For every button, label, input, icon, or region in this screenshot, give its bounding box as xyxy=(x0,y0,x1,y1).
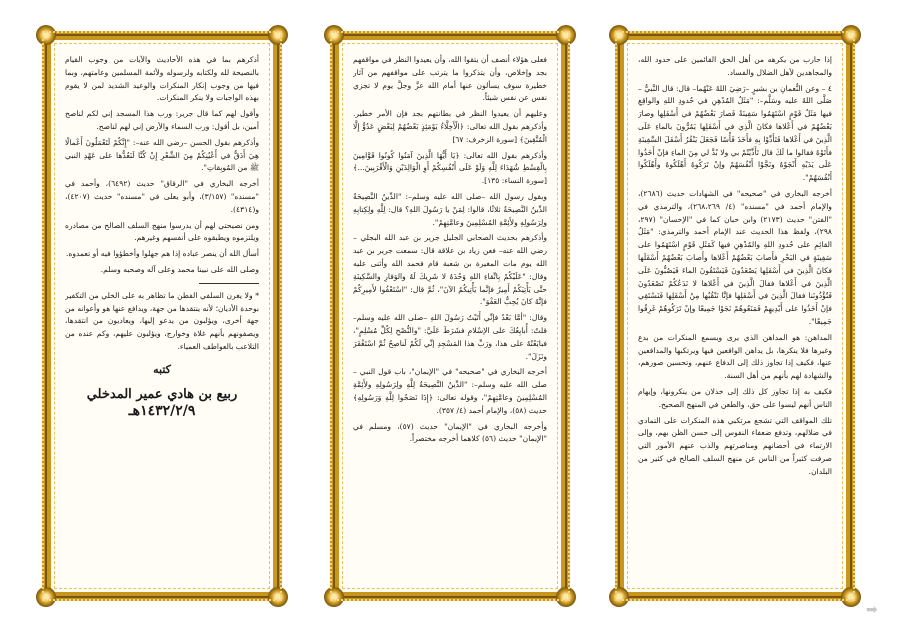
frame-corner-ornament xyxy=(268,25,288,45)
panel-text-left xyxy=(65,54,259,582)
paragraph: فكيف به إذا تجاوز كل ذلك إلى خذلان من ينكرونها، وإيهام الناس أنهم ليسوا على حق، والطعن في المنهج الصحيح. xyxy=(638,386,832,409)
paragraph: وأقول لهم كما قال جرير: ورب هذا المسجد إني لكم لناصح أمين، بل أقول: ورب السماء والأرض إني لهم لناصح. xyxy=(65,109,259,131)
paragraph: أسأل الله أن ينصر عباده إذا هم جهلوا وأخطؤوا فيه أو تعمدوه. xyxy=(65,249,259,259)
frame-corner-ornament xyxy=(36,25,56,45)
frame-corner-ornament xyxy=(556,587,576,607)
page-panel-middle xyxy=(330,31,570,601)
signature-label: كتبه xyxy=(153,362,171,376)
paragraph: أخرجه البخاري في "صحيحه" في "الإيمان"، باب قول النبي –صلى الله عليه وسلم–: "الدِّينُ النَّصِيحَةُ لِلَّهِ ولِرَسُولِهِ ولأَئِمَّةِ المُسْلِمِينَ وعامَّتِهِمْ"، وقوله تعالى: ﴿إِذَا نَصَحُوا لِلَّهِ وَرَسُولِهِ﴾ حديث (٥٨)، والإمام أحمد (٤/ ٣٥٧). xyxy=(353,367,547,415)
paragraph: ومن نصيحتي لهم أن يدرسوا منهج السلف الصالح من مصادره ويلتزموه ويطبقوه على أنفسهم وغيرهم. xyxy=(65,220,259,243)
paragraph: تلك المواقف التي تشجع مرتكبي هذه المنكرات على التمادي في ضلالهم، وتدفع ضعفاء النفوس إلى حسن الظن بهم، وإلى الارتماء في أحضانهم ومناصرتهم والذب عنهم الأمور التي صرفت كثيراً من الناس عن منهج السلف الصالح في كثير من البلدان. xyxy=(638,415,832,476)
paragraph: وأذكرهم بقول الله تعالى: ﴿يَا أَيُّهَا الَّذِينَ آمَنُوا كُونُوا قَوَّامِينَ بِالْقِسْطِ شُهَدَاءَ لِلَّهِ وَلَوْ عَلَى أَنْفُسِكُمْ أَوِ الْوَالِدَيْنِ وَالْأَقْرَبِينَ...﴾ [سورة النساء: ١٣٥]. xyxy=(353,150,547,186)
paragraph: أخرجه البخاري في "الرقاق" حديث (٦٤٩٢)، وأحمد في "مسنده" (٣/١٥٧)، وأبو يعلى في "مسنده" حديث (٤٢٠٧)، و(٤٣١٤). xyxy=(65,179,259,214)
paragraph: وقال: "أمَّا بَعْدُ فإنِّي أَتَيْتُ رَسُولَ اللهِ –صلى الله عليه وسلم– قلتُ: أُبايِعُكَ على الإسْلامِ فشَرَطَ عَلَيَّ: "والنُّصْحِ لِكُلِّ مُسْلِمٍ"، فبايَعْتُهُ على هذا، ورَبِّ هذا المَسْجِدِ إنِّي لَكُمْ لَناصِحٌ ثُمَّ اسْتَغْفَرَ ونَزَلَ". xyxy=(353,313,547,361)
paragraph: وأذكرهم بقول الحسن –رضي الله عنه–: "إِنَّكُمْ لَتَعْمَلُونَ أَعْمالًا هِيَ أَدَقُّ في أَعْيُنِكُمْ مِنَ الشَّعْرِ إِنْ كُنَّا لَنَعُدُّها على عَهْدِ النبي ﷺ من المُوبِقاتِ". xyxy=(65,137,259,173)
paragraph: أخرجه البخاري في "صحيحه" في الشهادات حديث (٢٦٨٦)، والإمام أحمد في "مسنده" (٤/ ٢٦٨،٢٦٩)، والترمذي في "الفتن" حديث (٢١٧٣) وابن حبان كما في "الإحسان" (٢٩٧، ٢٩٨)، ولفظ هذا الحديث عند الإمام أحمد والترمذي: "مَثَلُ القائِمِ على حُدودِ اللهِ والمُدْهِنِ فيها كَمَثَلِ قَوْمٍ اسْتَهَمُوا على سَفِينَةٍ في البَحْرِ فأَصابَ بَعْضُهُمْ أَعْلاها وأَصابَ بَعْضُهُمْ أَسْفَلَها فكانَ الَّذِينَ في أَسْفَلِها يَصْعَدُونَ فَيَسْتَقُونَ الماءَ فَيَصُبُّونَ عَلَى الَّذِينَ في أَعْلاها فقالَ الَّذِينَ في أَعْلاها لا نَدَعُكُمْ تَصْعَدُونَ فَتُؤْذُونَنا فقالَ الَّذِينَ في أَسْفَلِها فإنَّا نَنْقُبُها مِنْ أَسْفَلِها فَنَسْتَقِي فإنْ أَخَذُوا على أَيْدِيهِمْ فَمَنَعُوهُمْ نَجَوْا جَمِيعًا وإنْ تَرَكُوهُمْ غَرِقُوا جَمِيعًا". xyxy=(638,188,832,326)
signature-block xyxy=(65,364,259,418)
frame-corner-ornament xyxy=(36,587,56,607)
frame-corner-ornament xyxy=(324,587,344,607)
paragraph: ٤ – وعن النُّعمانِ بن بشيرٍ –رَضِيَ اللهُ عَنْهُما– قال: قال النَّبيُّ –صَلَّى اللهُ عليه وسَلَّم–: "مَثَلُ المُدْهِنِ في حُدودِ اللهِ والواقِعِ فيها مَثَلُ قَوْمٍ اسْتَهَمُوا سَفِينَةً فَصارَ بَعْضُهُمْ في أَسْفَلِها وصارَ بَعْضُهُمْ في أَعْلاها فكانَ الَّذِي في أَسْفَلِها يَمُرُّونَ بالماءِ عَلَى الَّذِينَ في أَعْلاها فَتَأَذَّوْا بِهِ فأَخَذَ فَأْسًا فَجَعَلَ يَنْقُرُ أَسْفَلَ السَّفِينَةِ فأَتَوْهُ فقالوا ما لَكَ قال تَأَذَّيْتُمْ بي ولا بُدَّ لي مِنَ الماءِ فإنْ أَخَذُوا عَلَى يَدَيْهِ أَنْجَوْهُ ونَجَّوْا أَنْفُسَهُمْ وإنْ تَرَكُوهُ أَهْلَكُوهُ وأَهْلَكُوا أَنْفُسَهُمْ". xyxy=(638,83,832,183)
frame-corner-ornament xyxy=(609,25,629,45)
frame-corner-ornament xyxy=(324,25,344,45)
right-arrow-icon[interactable]: ➡ xyxy=(866,602,878,618)
frame-corner-ornament xyxy=(268,587,288,607)
paragraph: وصلى الله على نبينا محمد وعلى آله وصحبه وسلم. xyxy=(100,264,259,274)
paragraph: وعليهم أن يعيدوا النظر في بطانتهم بجد فإن الأمر خطير. وأذكرهم بقول الله تعالى: ﴿الْأَخِلَّاءُ يَوْمَئِذٍ بَعْضُهُمْ لِبَعْضٍ عَدُوٌّ إِلَّا الْمُتَّقِينَ﴾ [سورة الزخرف: ٦٧] xyxy=(353,109,547,144)
paragraph: وأذكرهم بحديث الصحابي الجليل جرير بن عبد الله البجلي –رضي الله عنه– فعن زياد بن علاقة قال: سمعت جرير بن عبد الله يوم مات المغيرة بن شعبة قام فحمد الله وأثنى عليه وقال: "عَلَيْكُمْ بِاتِّقاءِ اللهِ وَحْدَهُ لا شَرِيكَ لَهُ والوَقارِ والسَّكِينَةِ حتَّى يَأْتِيَكُمْ أَمِيرٌ فإنَّما يَأْتِيكُمُ الآنَ"، ثُمَّ قال: "اسْتَعْفُوا لأَمِيرِكُمْ فإنَّهُ كانَ يُحِبُّ العَفْوَ". xyxy=(353,233,547,307)
paragraph: فعلى هؤلاء أنصف أن يتقوا الله، وأن يعيدوا النظر في مواقفهم بجد وإخلاص، وأن يتذكروا ما يترتب على مواقفهم من آثار خطيرة سوف يسألون عنها أمام الله عزَّ وجلَّ يوم لا تجزي نفس عن نفس شيئاً. xyxy=(353,55,547,103)
paragraph: أذكرهم بما في هذه الأحاديث والآيات من وجوب القيام بالنصيحة لله ولكتابه ولرسوله ولأئمة المسلمين وعامتهم، وبما فيها من وجوب إنكار المنكرات والوعيد الشديد لمن لا يقوم بهذه الواجبات ولا ينكر المنكرات. xyxy=(65,55,259,103)
author-name: ربيع بن هادي عمير المدخلي xyxy=(86,386,238,402)
panel-text-middle xyxy=(353,54,547,582)
page-panel-left xyxy=(42,31,282,601)
frame-corner-ornament xyxy=(556,25,576,45)
paragraph: وأخرجه البخاري في "الإيمان" حديث (٥٧)، ومسلم في "الإيمان" حديث (٥٦) كلاهما أخرجه مختصراً. xyxy=(353,421,547,444)
page-panel-right xyxy=(615,31,855,601)
frame-corner-ornament xyxy=(841,587,861,607)
frame-corner-ornament xyxy=(609,587,629,607)
panel-text-right xyxy=(638,54,832,582)
frame-corner-ornament xyxy=(841,25,861,45)
paragraph: إذا حارب من يكرهه من أهل الحق القائمين على حدود الله، والمجاهدين لأهل الضلال والفساد. xyxy=(638,55,832,77)
footnote: * ولا يغرن السلفي الفطن ما تظاهر به على الخلي من التكفير بوحدة الأديان؛ لأنه ينتقدها من جهة، ويدافع عنها هو وأعوانه من جهة أخرى، ويؤلبون من يدعو إليها، ويعاديون من انتقدها، ويصفونهم بأنهم غلاة وخوارج، ويؤلبون عليهم، وكم عنده من التلاعب بالعواطف العمياء. xyxy=(65,290,259,351)
paragraph: المداهن: هو المداهن الذي يرى ويسمع المنكرات من بدع وغيرها فلا ينكرها، بل يداهن الواقعين فيها ويرتكبها والمدافعين عنها، فكيف إذا تجاوز ذلك إلى الدفاع عنهم، وتحسين صورهم، والشهادة لهم بأنهم من أهل السنة. xyxy=(638,332,832,381)
footnote-separator xyxy=(199,283,259,284)
signature-date: ١٤٣٢/٢/٩هـ xyxy=(128,403,196,420)
paragraph: وبقول رسول الله –صلى الله عليه وسلم–: "الدِّينُ النَّصِيحَةُ الدِّينُ النَّصِيحَةُ ثلاثًا، قالوا: لِمَنْ يا رَسُولَ اللهِ؟ قال: لِلَّهِ ولِكِتابِهِ ولِرَسُولِهِ ولأَئِمَّةِ المُسْلِمِينَ وعامَّتِهِمْ". xyxy=(353,191,547,227)
